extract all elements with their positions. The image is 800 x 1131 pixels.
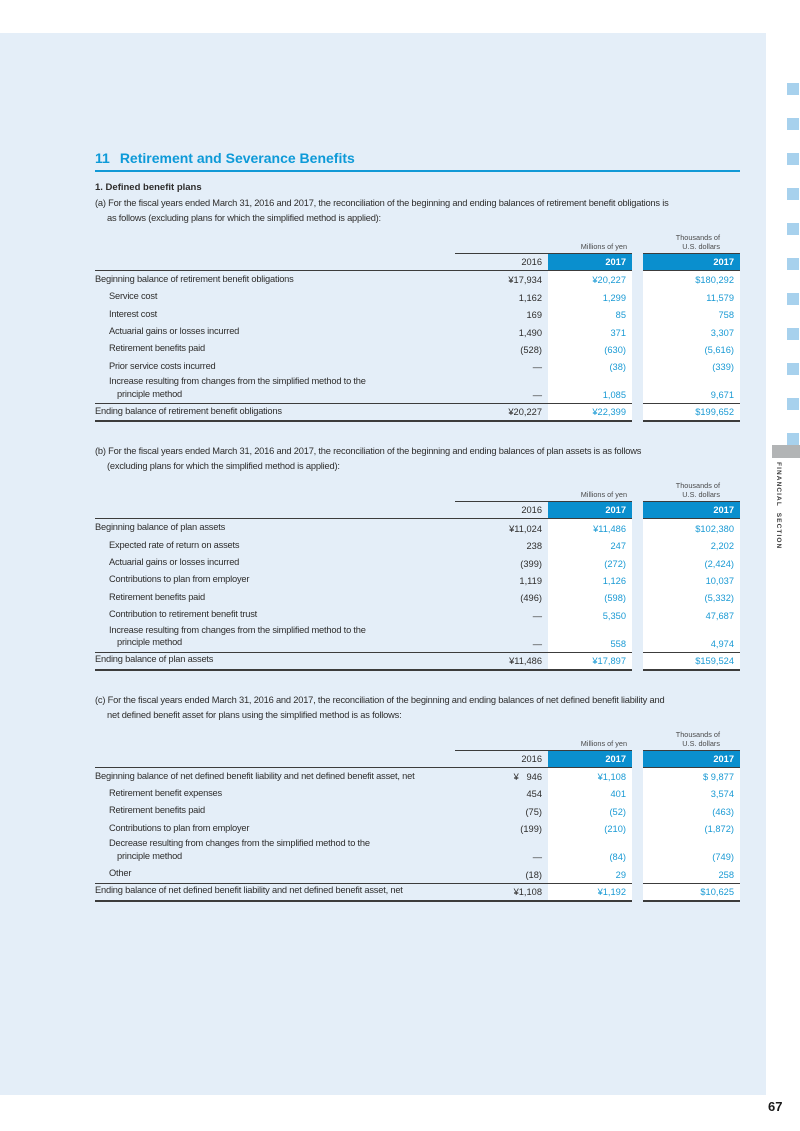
value-2016: (18) <box>525 869 542 880</box>
value-2017-yen: 1,126 <box>548 572 632 589</box>
section-tab-marker <box>772 445 800 458</box>
column-gap <box>632 624 643 652</box>
table-benefit-obligations <box>95 229 740 422</box>
rail-square-icon <box>787 293 799 305</box>
row-label <box>95 837 455 865</box>
value-2017-usd: 11,579 <box>643 288 740 305</box>
value-2017-yen: (272) <box>548 554 632 571</box>
row-label <box>95 785 455 802</box>
table-row <box>95 837 740 865</box>
year-header-row <box>95 750 740 768</box>
table-row <box>95 624 740 652</box>
table-row <box>95 606 740 623</box>
value-2016: (199) <box>520 824 542 835</box>
row-label-line-wrap: principle method <box>117 850 183 861</box>
value-2016: — <box>532 638 542 649</box>
rail-square-icon <box>787 83 799 95</box>
value-2017-yen: ¥1,108 <box>548 768 632 785</box>
column-gap <box>632 572 643 589</box>
row-label-line: Contribution to retirement benefit trust <box>109 609 258 620</box>
year-2016-header: 2016 <box>455 750 548 768</box>
section-number: 11 <box>95 150 110 166</box>
year-header-row <box>95 501 740 519</box>
column-gap <box>632 652 643 671</box>
table-row <box>95 802 740 819</box>
table-net-defined-benefit <box>95 726 740 902</box>
rail-square-icon <box>787 188 799 200</box>
row-label-line: Actuarial gains or losses incurred <box>109 326 240 337</box>
column-gap <box>632 750 643 768</box>
value-2016: — <box>532 610 542 621</box>
value-2016: 454 <box>526 789 542 800</box>
intro-paragraph-c <box>95 693 740 723</box>
table-row <box>95 537 740 554</box>
unit-millions-of-yen: Millions of yen <box>580 490 627 500</box>
row-label-line: Service cost <box>109 291 158 302</box>
row-label-line: Retirement benefits paid <box>109 343 205 354</box>
table-row <box>95 271 740 288</box>
table-body <box>95 768 740 902</box>
value-2016: (496) <box>520 593 542 604</box>
row-label-line: Other <box>109 868 132 879</box>
row-label-line: Contributions to plan from employer <box>109 574 250 585</box>
year-2017-yen-header: 2017 <box>548 750 632 768</box>
row-label <box>95 306 455 323</box>
total-label-line: Ending balance of plan assets <box>95 654 214 665</box>
intro-line: (excluding plans for which the simplified method is applied): <box>107 461 340 472</box>
value-2016: (528) <box>520 344 542 355</box>
table-row <box>95 554 740 571</box>
unit-thousands-usd <box>643 481 740 501</box>
row-label <box>95 768 455 785</box>
column-gap <box>632 820 643 837</box>
unit-usd-line: U.S. dollars <box>682 242 720 251</box>
row-label <box>95 519 455 536</box>
total-2017-yen: ¥22,399 <box>548 403 632 422</box>
value-2017-yen: (210) <box>548 820 632 837</box>
row-label <box>95 341 455 358</box>
total-row-label <box>95 403 455 422</box>
value-2017-usd: 3,574 <box>643 785 740 802</box>
row-label-line: Beginning balance of retirement benefit obligations <box>95 273 294 284</box>
value-2016: 238 <box>526 541 542 552</box>
intro-line: (c) For the fiscal years ended March 31, 2016 and 2017, the reconciliation of the beginning and ending balances of net defined benefit liability and <box>95 694 665 705</box>
rail-square-icon <box>787 433 799 445</box>
section-b <box>95 444 740 670</box>
table-total-row <box>95 883 740 902</box>
column-gap <box>632 554 643 571</box>
table-row <box>95 785 740 802</box>
value-2016: (399) <box>520 558 542 569</box>
total-row-label <box>95 652 455 671</box>
row-label <box>95 271 455 288</box>
rail-square-icon <box>787 223 799 235</box>
unit-thousands-usd <box>643 730 740 750</box>
value-2017-yen: 1,085 <box>548 375 632 403</box>
value-2016: ¥11,024 <box>509 523 542 534</box>
value-2017-usd: $102,380 <box>643 519 740 536</box>
column-gap <box>632 306 643 323</box>
value-2017-yen: 558 <box>548 624 632 652</box>
subsection-heading: 1. Defined benefit plans <box>95 182 202 193</box>
year-2016-header: 2016 <box>455 501 548 519</box>
unit-usd-line: U.S. dollars <box>682 738 720 748</box>
value-2017-yen: (52) <box>548 802 632 819</box>
row-label <box>95 375 455 403</box>
intro-line: net defined benefit asset for plans using the simplified method is as follows: <box>107 709 402 720</box>
page-number: 67 <box>768 1099 783 1114</box>
value-2016: 1,162 <box>518 292 542 303</box>
unit-millions-of-yen: Millions of yen <box>580 738 627 748</box>
intro-paragraph-a <box>95 196 740 226</box>
value-2017-yen: 29 <box>548 865 632 882</box>
rail-square-icon <box>787 328 799 340</box>
value-2017-usd: (5,332) <box>643 589 740 606</box>
value-2016: — <box>532 362 542 373</box>
spacer-cell <box>95 253 455 271</box>
unit-header-row <box>95 726 740 750</box>
column-gap <box>632 323 643 340</box>
total-2016: ¥20,227 <box>455 403 548 422</box>
table-row <box>95 288 740 305</box>
row-label-line-wrap: principle method <box>117 637 183 648</box>
intro-paragraph-b <box>95 444 740 474</box>
row-label <box>95 572 455 589</box>
value-2016: — <box>532 852 542 863</box>
value-2017-usd: (339) <box>643 358 740 375</box>
financial-section-label: FINANCIAL SECTION <box>775 462 782 550</box>
year-2017-yen-header: 2017 <box>548 501 632 519</box>
column-gap <box>632 883 643 902</box>
unit-usd-line: Thousands of <box>675 729 720 739</box>
row-label-line: Decrease resulting from changes from the simplified method to the <box>109 838 370 849</box>
value-2017-usd: 9,671 <box>643 375 740 403</box>
value-2017-yen: 5,350 <box>548 606 632 623</box>
row-label <box>95 606 455 623</box>
value-2017-yen: 401 <box>548 785 632 802</box>
value-2017-usd: 258 <box>643 865 740 882</box>
column-gap <box>632 768 643 785</box>
row-label <box>95 624 455 652</box>
row-label-line: Retirement benefits paid <box>109 805 205 816</box>
column-gap <box>632 271 643 288</box>
section-a <box>95 196 740 422</box>
row-label-line: Increase resulting from changes from the simplified method to the <box>109 376 366 387</box>
table-total-row <box>95 652 740 671</box>
total-label-line: Ending balance of net defined benefit liability and net defined benefit asset, net <box>95 885 403 896</box>
value-2017-usd: 47,687 <box>643 606 740 623</box>
unit-thousands-usd <box>643 233 740 253</box>
value-2017-yen: 371 <box>548 323 632 340</box>
value-2016: (75) <box>525 806 542 817</box>
rail-square-icon <box>787 363 799 375</box>
table-plan-assets <box>95 477 740 670</box>
value-2017-usd: (463) <box>643 802 740 819</box>
row-label-line: Contributions to plan from employer <box>109 822 250 833</box>
section-c <box>95 693 740 902</box>
rail-square-icon <box>787 118 799 130</box>
column-gap <box>632 358 643 375</box>
value-2016: 169 <box>526 310 542 321</box>
table-row <box>95 589 740 606</box>
note-content <box>95 0 740 902</box>
row-label-line: Increase resulting from changes from the simplified method to the <box>109 624 366 635</box>
value-2017-yen: ¥20,227 <box>548 271 632 288</box>
row-label-line: Expected rate of return on assets <box>109 539 240 550</box>
section-title <box>95 150 740 172</box>
column-gap <box>632 403 643 422</box>
value-2016: 1,119 <box>519 575 542 586</box>
value-2017-usd: 758 <box>643 306 740 323</box>
year-2017-usd-header: 2017 <box>643 750 740 768</box>
table-row <box>95 865 740 882</box>
total-2016: ¥11,486 <box>455 652 548 671</box>
value-2017-usd: (1,872) <box>643 820 740 837</box>
rail-square-icon <box>787 398 799 410</box>
value-2016: 1,490 <box>518 327 542 338</box>
column-gap <box>632 288 643 305</box>
intro-line: (b) For the fiscal years ended March 31, 2016 and 2017, the reconciliation of the beginning and ending balances of plan assets is as follows <box>95 446 642 457</box>
table-row <box>95 323 740 340</box>
unit-millions-of-yen: Millions of yen <box>580 242 627 251</box>
value-2017-usd: 10,037 <box>643 572 740 589</box>
table-body <box>95 271 740 422</box>
column-gap <box>632 802 643 819</box>
value-2017-usd: 2,202 <box>643 537 740 554</box>
year-2017-yen-header: 2017 <box>548 253 632 271</box>
value-2016: — <box>532 390 542 401</box>
row-label <box>95 323 455 340</box>
column-gap <box>632 537 643 554</box>
spacer-cell <box>95 750 455 768</box>
value-2017-usd: (5,616) <box>643 341 740 358</box>
table-row <box>95 375 740 403</box>
value-2017-yen: 247 <box>548 537 632 554</box>
table-row <box>95 519 740 536</box>
year-header-row <box>95 253 740 271</box>
year-2017-usd-header: 2017 <box>643 253 740 271</box>
value-2017-usd: 4,974 <box>643 624 740 652</box>
total-row-label <box>95 883 455 902</box>
row-label <box>95 865 455 882</box>
total-2017-yen: ¥1,192 <box>548 883 632 902</box>
table-row <box>95 820 740 837</box>
value-2017-usd: (2,424) <box>643 554 740 571</box>
total-2017-usd: $159,524 <box>643 652 740 671</box>
rail-square-icon <box>787 258 799 270</box>
value-2017-yen: 85 <box>548 306 632 323</box>
row-label-line: Retirement benefits paid <box>109 591 205 602</box>
row-label-line: Interest cost <box>109 308 158 319</box>
section-title-text: Retirement and Severance Benefits <box>119 150 355 166</box>
total-2017-usd: $199,652 <box>643 403 740 422</box>
column-gap <box>632 375 643 403</box>
row-label-line: Beginning balance of net defined benefit liability and net defined benefit asset, net <box>95 770 415 781</box>
value-2017-usd: (749) <box>643 837 740 865</box>
unit-header-row <box>95 477 740 501</box>
value-2017-yen: (630) <box>548 341 632 358</box>
table-row <box>95 306 740 323</box>
value-2017-yen: (84) <box>548 837 632 865</box>
column-gap <box>632 865 643 882</box>
column-gap <box>632 253 643 271</box>
value-2016: ¥17,934 <box>508 275 542 286</box>
column-gap <box>632 589 643 606</box>
row-label-line: Retirement benefit expenses <box>109 787 222 798</box>
column-gap <box>632 837 643 865</box>
row-label-line-wrap: principle method <box>117 388 183 399</box>
row-label <box>95 820 455 837</box>
table-row <box>95 768 740 785</box>
table-row <box>95 358 740 375</box>
row-label <box>95 358 455 375</box>
value-2017-usd: $ 9,877 <box>643 768 740 785</box>
column-gap <box>632 606 643 623</box>
row-label <box>95 589 455 606</box>
value-2017-yen: 1,299 <box>548 288 632 305</box>
row-label <box>95 554 455 571</box>
row-label-line: Beginning balance of plan assets <box>95 522 226 533</box>
unit-header-row <box>95 229 740 253</box>
row-label-line: Actuarial gains or losses incurred <box>109 557 240 568</box>
total-2017-usd: $10,625 <box>643 883 740 902</box>
table-row <box>95 341 740 358</box>
value-2017-usd: $180,292 <box>643 271 740 288</box>
column-gap <box>632 501 643 519</box>
total-2016: ¥1,108 <box>455 883 548 902</box>
row-label <box>95 802 455 819</box>
value-2017-yen: (598) <box>548 589 632 606</box>
unit-usd-line: Thousands of <box>675 481 720 491</box>
total-2017-yen: ¥17,897 <box>548 652 632 671</box>
total-label-line: Ending balance of retirement benefit obligations <box>95 405 282 416</box>
table-body <box>95 519 740 670</box>
unit-usd-line: Thousands of <box>675 233 720 242</box>
value-2017-usd: 3,307 <box>643 323 740 340</box>
row-label-line: Prior service costs incurred <box>109 360 216 371</box>
table-row <box>95 572 740 589</box>
value-2016: ¥ 946 <box>513 772 542 783</box>
rail-square-icon <box>787 153 799 165</box>
row-label <box>95 288 455 305</box>
spacer-cell <box>95 501 455 519</box>
column-gap <box>632 519 643 536</box>
value-2017-yen: (38) <box>548 358 632 375</box>
intro-line: (a) For the fiscal years ended March 31, 2016 and 2017, the reconciliation of the beginning and ending balances of retirement benefit obligations is <box>95 198 669 208</box>
year-2016-header: 2016 <box>455 253 548 271</box>
value-2017-yen: ¥11,486 <box>548 519 632 536</box>
table-total-row <box>95 403 740 422</box>
unit-usd-line: U.S. dollars <box>682 490 720 500</box>
year-2017-usd-header: 2017 <box>643 501 740 519</box>
row-label <box>95 537 455 554</box>
column-gap <box>632 341 643 358</box>
column-gap <box>632 785 643 802</box>
intro-line: as follows (excluding plans for which the simplified method is applied): <box>107 213 381 223</box>
